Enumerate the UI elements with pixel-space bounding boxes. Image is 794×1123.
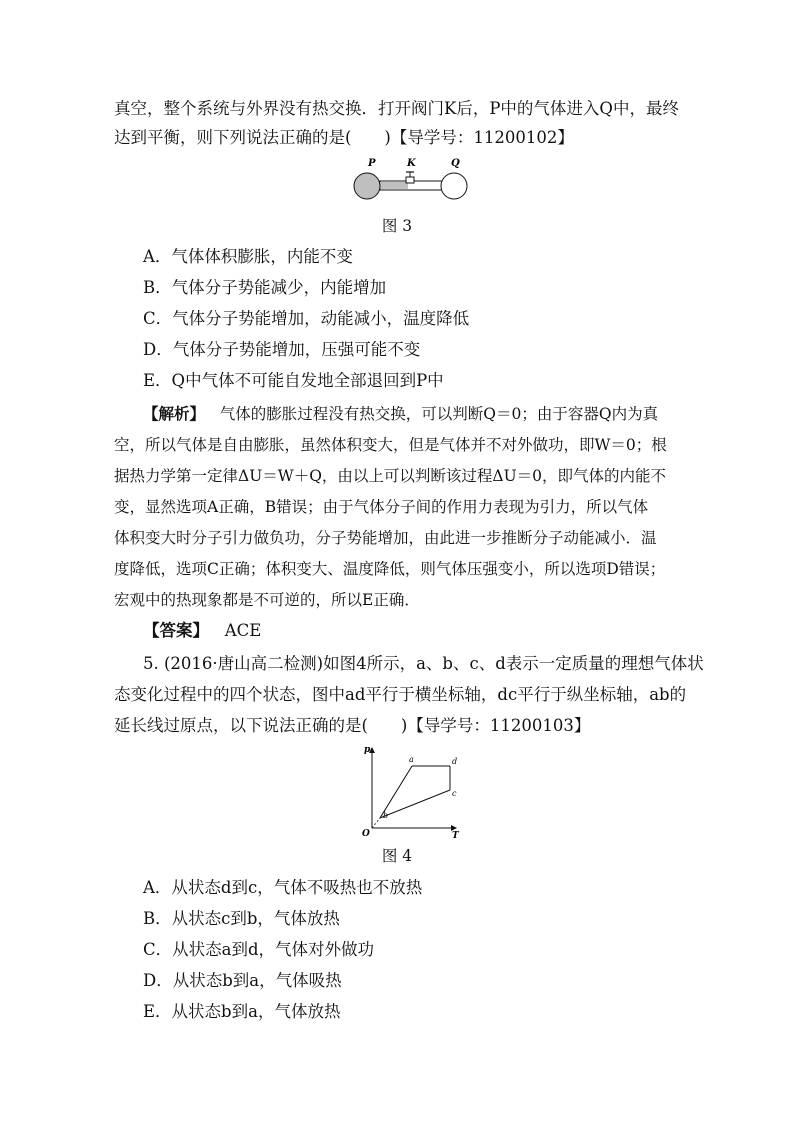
q5-stem-line-3: 延长线过原点，以下说法正确的是( )【导学号：11200103】 bbox=[114, 716, 591, 735]
state-b-label: b bbox=[383, 811, 389, 820]
figure-3-apparatus bbox=[340, 152, 480, 210]
label-p: P bbox=[368, 158, 376, 169]
q4-option-c: C．气体分子势能增加，动能减小，温度降低 bbox=[143, 309, 470, 328]
q4-explanation-line-1 bbox=[143, 402, 683, 426]
state-c-label: c bbox=[452, 789, 457, 798]
bulb-p bbox=[354, 173, 380, 199]
t-axis-label: T bbox=[452, 831, 459, 840]
figure-3-caption: 图 3 bbox=[381, 217, 413, 235]
q5-option-c: C．从状态a到d，气体对外做功 bbox=[143, 940, 375, 959]
segment-cb bbox=[380, 790, 450, 818]
q4-explanation-line-2: 空，所以气体是自由膨胀，虽然体积变大，但是气体并不对外做功，即W＝0；根 bbox=[114, 436, 667, 454]
q4-option-b: B．气体分子势能减少，内能增加 bbox=[143, 278, 387, 297]
q4-answer-line bbox=[143, 619, 713, 643]
state-a-label: a bbox=[409, 755, 414, 764]
q4-explanation-line-6: 度降低，选项C正确；体积变大、温度降低，则气体压强变小，所以选项D错误； bbox=[114, 560, 666, 578]
q4-explanation-line-5: 体积变大时分子引力做负功，分子势能增加，由此进一步推断分子动能减小．温 bbox=[114, 529, 657, 547]
q4-explanation-line-3: 据热力学第一定律ΔU＝W＋Q，由以上可以判断该过程ΔU＝0，即气体的内能不 bbox=[114, 467, 667, 485]
label-k: K bbox=[407, 158, 416, 169]
ab-extension-dashed bbox=[372, 818, 380, 828]
q5-option-e: E．从状态b到a，气体放热 bbox=[143, 1002, 341, 1021]
valve-body bbox=[406, 177, 414, 183]
q4-option-e: E．Q中气体不可能自发地全部退回到P中 bbox=[143, 371, 444, 390]
figure-4-pt-diagram bbox=[328, 740, 468, 840]
q5-option-d: D．从状态b到a，气体吸热 bbox=[143, 971, 342, 990]
explanation-text-1: 气体的膨胀过程没有热交换，可以判断Q＝0；由于容器Q内为真 bbox=[219, 405, 659, 423]
q5-stem-line-2: 态变化过程中的四个状态，图中ad平行于横坐标轴，dc平行于纵坐标轴，ab的 bbox=[114, 685, 687, 704]
answer-tag: 【答案】 bbox=[143, 621, 209, 640]
origin-label: O bbox=[362, 829, 370, 839]
q4-stem-line-2: 达到平衡，则下列说法正确的是( )【导学号：11200102】 bbox=[114, 128, 574, 147]
label-q: Q bbox=[451, 158, 460, 169]
q4-explanation-line-7: 宏观中的热现象都是不可逆的，所以E正确． bbox=[114, 591, 420, 609]
p-axis-label: p bbox=[364, 745, 371, 755]
q4-explanation-line-4: 变，显然选项A正确，B错误；由于气体分子间的作用力表现为引力，所以气体 bbox=[114, 498, 649, 516]
bulb-q bbox=[441, 173, 467, 199]
explanation-tag: 【解析】 bbox=[143, 405, 206, 423]
figure-4-caption: 图 4 bbox=[381, 847, 413, 865]
q4-option-a: A．气体体积膨胀，内能不变 bbox=[143, 247, 353, 266]
q5-option-b: B．从状态c到b，气体放热 bbox=[143, 909, 340, 928]
state-d-label: d bbox=[452, 757, 458, 766]
q4-option-d: D．气体分子势能增加，压强可能不变 bbox=[143, 340, 421, 359]
q4-stem-line-1: 真空，整个系统与外界没有热交换．打开阀门K后，P中的气体进入Q中，最终 bbox=[114, 99, 679, 118]
q5-stem-line-1: 5. (2016·唐山高二检测)如图4所示，a、b、c、d表示一定质量的理想气体状 bbox=[143, 654, 704, 673]
answer-value: ACE bbox=[224, 621, 262, 640]
tube-gas-fill bbox=[380, 182, 408, 189]
q5-option-a: A．从状态d到c，气体不吸热也不放热 bbox=[143, 878, 423, 897]
